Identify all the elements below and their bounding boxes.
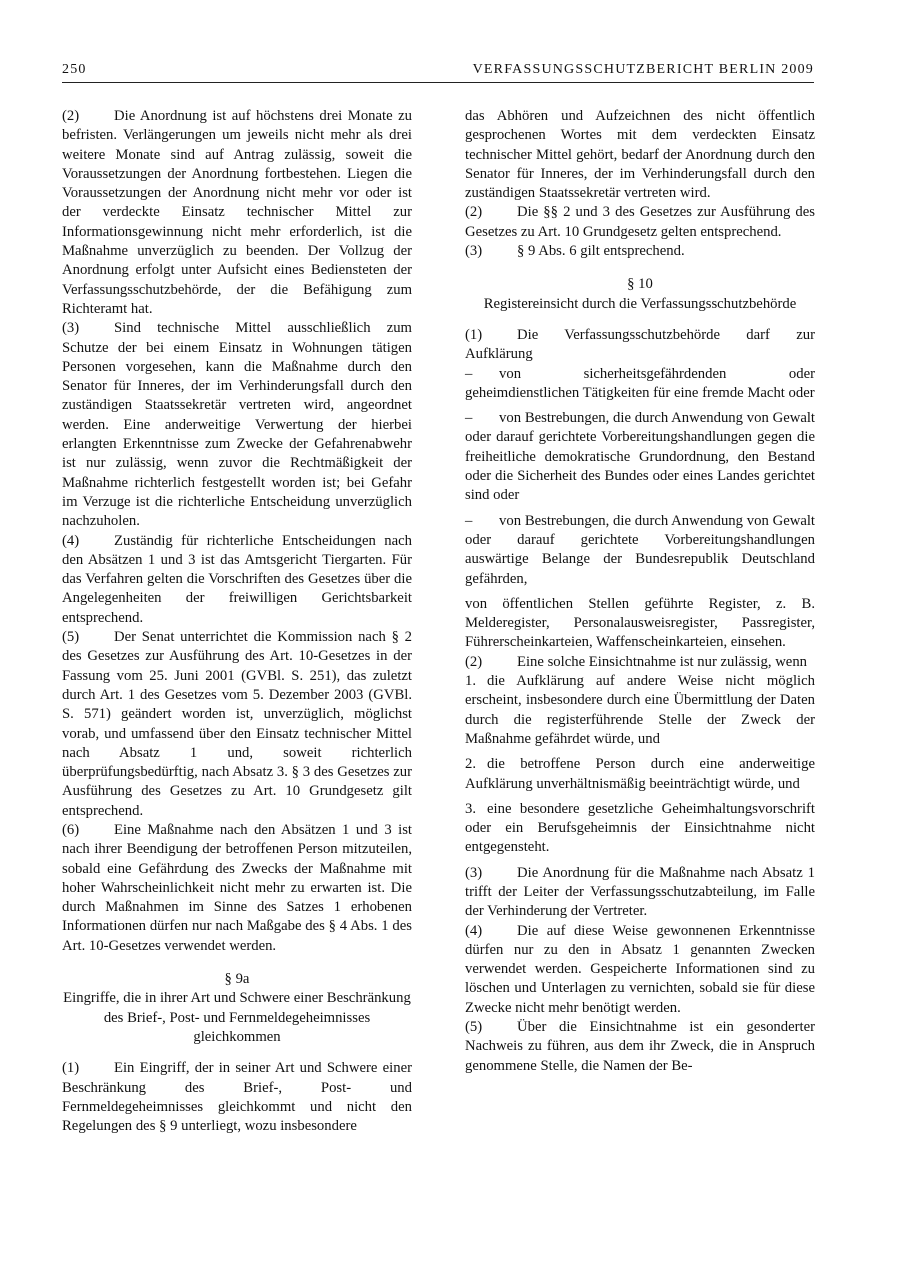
paragraph-number: (1) <box>62 1060 80 1077</box>
section-number: § 10 <box>627 276 653 293</box>
paragraph-number: (5) <box>62 629 80 646</box>
paragraph-number: (1) <box>465 326 483 343</box>
paragraph-number: (3) <box>62 320 80 337</box>
paragraph <box>465 326 815 365</box>
paragraph-number: (2) <box>62 108 80 124</box>
paragraph-text: Der Senat unterrichtet die Kommission nach § 2 des Gesetzes zur Ausführung des Art. 10-Gesetzes in der Fassung vom 25. Juni 2001 (GVBl. S. 251), das zuletzt durch Art. 1 des Gesetzes vom 5. Dezember 2003 (GVBl. S. 571) geändert worden ist, unverzüglich, möglichst vorab, und umfassend über den Einsatz technischer Mittel nach Absatz 1 und, soweit richterlich überprüfungsbedürftig, nach Absatz 3. § 3 des Gesetzes zur Ausführung des Gesetzes zu Art. 10 Grundgesetz gilt entsprechend. <box>62 629 412 819</box>
paragraph-number: (5) <box>465 1019 483 1036</box>
paragraph <box>62 1059 412 1136</box>
paragraph-text: Die §§ 2 und 3 des Gesetzes zur Ausführung des Gesetzes zu Art. 10 Grundgesetz gelten entsprechend. <box>465 204 815 240</box>
paragraph-number: (2) <box>465 653 483 670</box>
item-text: die Aufklärung auf andere Weise nicht möglich erscheint, insbesondere durch eine Übermittlung der Daten durch die registerführende Stelle der Zweck der Maßnahme gefährdet würde, und <box>465 673 815 747</box>
numbered-item <box>465 800 815 858</box>
dash-marker: – <box>465 410 473 427</box>
paragraph <box>465 864 815 922</box>
paragraph-text: Sind technische Mittel ausschließlich zum Schutze der bei einem Einsatz in Wohnungen tätigen Personen vorgesehen, kann die Maßnahme durch den Senator für Inneres, der im Verhinderungsfall durch den zuständigen Staatssekretär vertreten wird, angeordnet werden. Eine anderweitige Verwertung der hierbei erlangten Erkenntnisse zum Zwecke der Gefahrenabwehr ist nur zulässig, wenn zuvor die Rechtmäßigkeit der Maßnahme richterlich festgestellt worden ist; bei Gefahr im Verzuge ist die richterliche Entscheidung unverzüglich nachzuholen. <box>62 320 412 530</box>
left-column <box>62 107 412 1136</box>
dash-list-item <box>465 512 815 589</box>
dash-marker: – <box>465 512 473 529</box>
paragraph-number: (2) <box>465 204 483 221</box>
paragraph <box>465 1018 815 1076</box>
paragraph-text: Die Anordnung ist auf höchstens drei Monate zu befristen. Verlängerungen um jeweils nicht mehr als drei weitere Monate sind auf Antrag zulässig, soweit die Voraussetzungen der Anordnung fortbestehen. Liegen die Voraussetzungen der Anordnung nicht mehr vor oder ist der verdeckte Einsatz technischer Mittel zur Informationsgewinnung nicht mehr erforderlich, ist die Maßnahme unverzüglich zu beenden. Der Vollzug der Anordnung erfolgt unter Aufsicht eines Bediensteten der Verfassungsschutzbehörde, der die Befähigung zum Richteramt hat. <box>62 108 412 317</box>
item-number: 3. <box>465 800 477 817</box>
section-heading-10 <box>465 275 815 314</box>
paragraph <box>465 203 815 242</box>
section-heading-9a <box>62 970 412 1047</box>
paragraph-number: (3) <box>465 243 483 260</box>
paragraph-number: (4) <box>62 532 80 549</box>
dash-list-item <box>465 365 815 404</box>
paragraph-text: Die Verfassungsschutzbehörde darf zur Aufklärung <box>465 326 815 363</box>
paragraph-text: Ein Eingriff, der in seiner Art und Schwere einer Beschränkung des Brief-, Post- und Fernmeldegeheimnisses gleichkommt und nicht den Regelungen des § 9 unterliegt, wozu insbesondere <box>62 1060 412 1135</box>
paragraph-text: Die Anordnung für die Maßnahme nach Absatz 1 trifft der Leiter der Verfassungsschutzabteilung, im Falle der Verhinderung der Vertreter. <box>465 864 815 920</box>
paragraph-text: Eine solche Einsichtnahme ist nur zulässig, wenn <box>517 653 808 670</box>
list-item-text: von Bestrebungen, die durch Anwendung von Gewalt oder darauf gerichtete Vorbereitungshandlungen gegen die freiheitliche demokratische Grundordnung, den Bestand oder die Sicherheit des Bundes oder eines Landes gerichtet sind oder <box>465 410 815 504</box>
paragraph <box>62 628 412 821</box>
paragraph <box>465 922 815 1018</box>
paragraph-text: § 9 Abs. 6 gilt entsprechend. <box>517 243 685 260</box>
section-title: Eingriffe, die in ihrer Art und Schwere einer Beschränkung des Brief-, Post- und Fernmeldegeheimnisses gleichkommen <box>63 990 411 1045</box>
paragraph-number: (3) <box>465 864 483 881</box>
document-page <box>62 60 814 1260</box>
section-title: Registereinsicht durch die Verfassungsschutzbehörde <box>483 295 797 312</box>
item-number: 2. <box>465 756 477 773</box>
right-column <box>465 107 815 1076</box>
dash-marker: – <box>465 365 473 382</box>
list-item-text: von sicherheitsgefährdenden oder geheimdienstlichen Tätigkeiten für eine fremde Macht oder <box>465 365 815 401</box>
paragraph <box>62 107 412 319</box>
paragraph-text: Die auf diese Weise gewonnenen Erkenntnisse dürfen nur zu den in Absatz 1 genannten Zwecken verwendet werden. Gespeicherte Informationen sind zu löschen und Unterlagen zu vernichten, sobald sie für diese Zwecke nicht mehr benötigt werden. <box>465 922 815 1016</box>
section-number: § 9a <box>224 971 250 988</box>
numbered-item <box>465 755 815 794</box>
item-text: eine besondere gesetzliche Geheimhaltungsvorschrift oder ein Berufsgeheimnis der Einsichtnahme nicht entgegensteht. <box>465 800 815 856</box>
paragraph-number: (4) <box>465 922 483 939</box>
paragraph-continuation: das Abhören und Aufzeichnen des nicht öffentlich gesprochenen Wortes mit dem verdeckten Einsatz technischer Mittel gehört, bedarf der Anordnung durch den Senator für Inneres, der im Verhinderungsfall durch den zuständigen Staatssekretär vertreten wird. <box>465 108 815 202</box>
item-text: die betroffene Person durch eine anderweitige Aufklärung unverhältnismäßig beeinträchtigt würde, und <box>465 756 815 792</box>
running-title: VERFASSUNGSSCHUTZBERICHT BERLIN 2009 <box>472 62 814 77</box>
item-number: 1. <box>465 673 477 690</box>
paragraph <box>62 821 412 956</box>
paragraph-number: (6) <box>62 821 80 838</box>
paragraph: von öffentlichen Stellen geführte Register, z. B. Melderegister, Personalausweisregister, Passregister, Führerscheinkarteien, Waffenscheinkarteien, einsehen. <box>465 595 815 651</box>
paragraph <box>62 319 412 531</box>
numbered-item <box>465 672 815 749</box>
running-header <box>62 60 814 83</box>
paragraph-text: Über die Einsichtnahme ist ein gesonderter Nachweis zu führen, aus dem ihr Zweck, die in Anspruch genommene Stelle, die Namen der Be- <box>465 1019 815 1074</box>
paragraph-text: Zuständig für richterliche Entscheidungen nach den Absätzen 1 und 3 ist das Amtsgericht Tiergarten. Für das Verfahren gelten die Vorschriften des Gesetzes über die Angelegenheiten der freiwilligen Gerichtsbarkeit entsprechend. <box>62 532 412 626</box>
list-item-text: von Bestrebungen, die durch Anwendung von Gewalt oder darauf gerichtete Vorbereitungshandlungen auswärtige Belange der Bundesrepublik Deutschland gefährden, <box>465 512 815 587</box>
page-number: 250 <box>62 62 87 77</box>
paragraph-text: Eine Maßnahme nach den Absätzen 1 und 3 ist nach ihrer Beendigung der betroffenen Person mitzuteilen, sobald eine Gefährdung des Zwecks der Maßnahme mit hoher Wahrscheinlichkeit nicht mehr zu erwarten ist. Die durch Maßnahmen im Sinne des Satzes 1 erhobenen Informationen dürfen nur nach Maßgabe des § 4 Abs. 1 des Art. 10-Gesetzes verwendet werden. <box>62 821 412 954</box>
paragraph <box>62 532 412 628</box>
dash-list-item <box>465 409 815 505</box>
paragraph <box>465 653 815 672</box>
paragraph <box>465 242 815 261</box>
